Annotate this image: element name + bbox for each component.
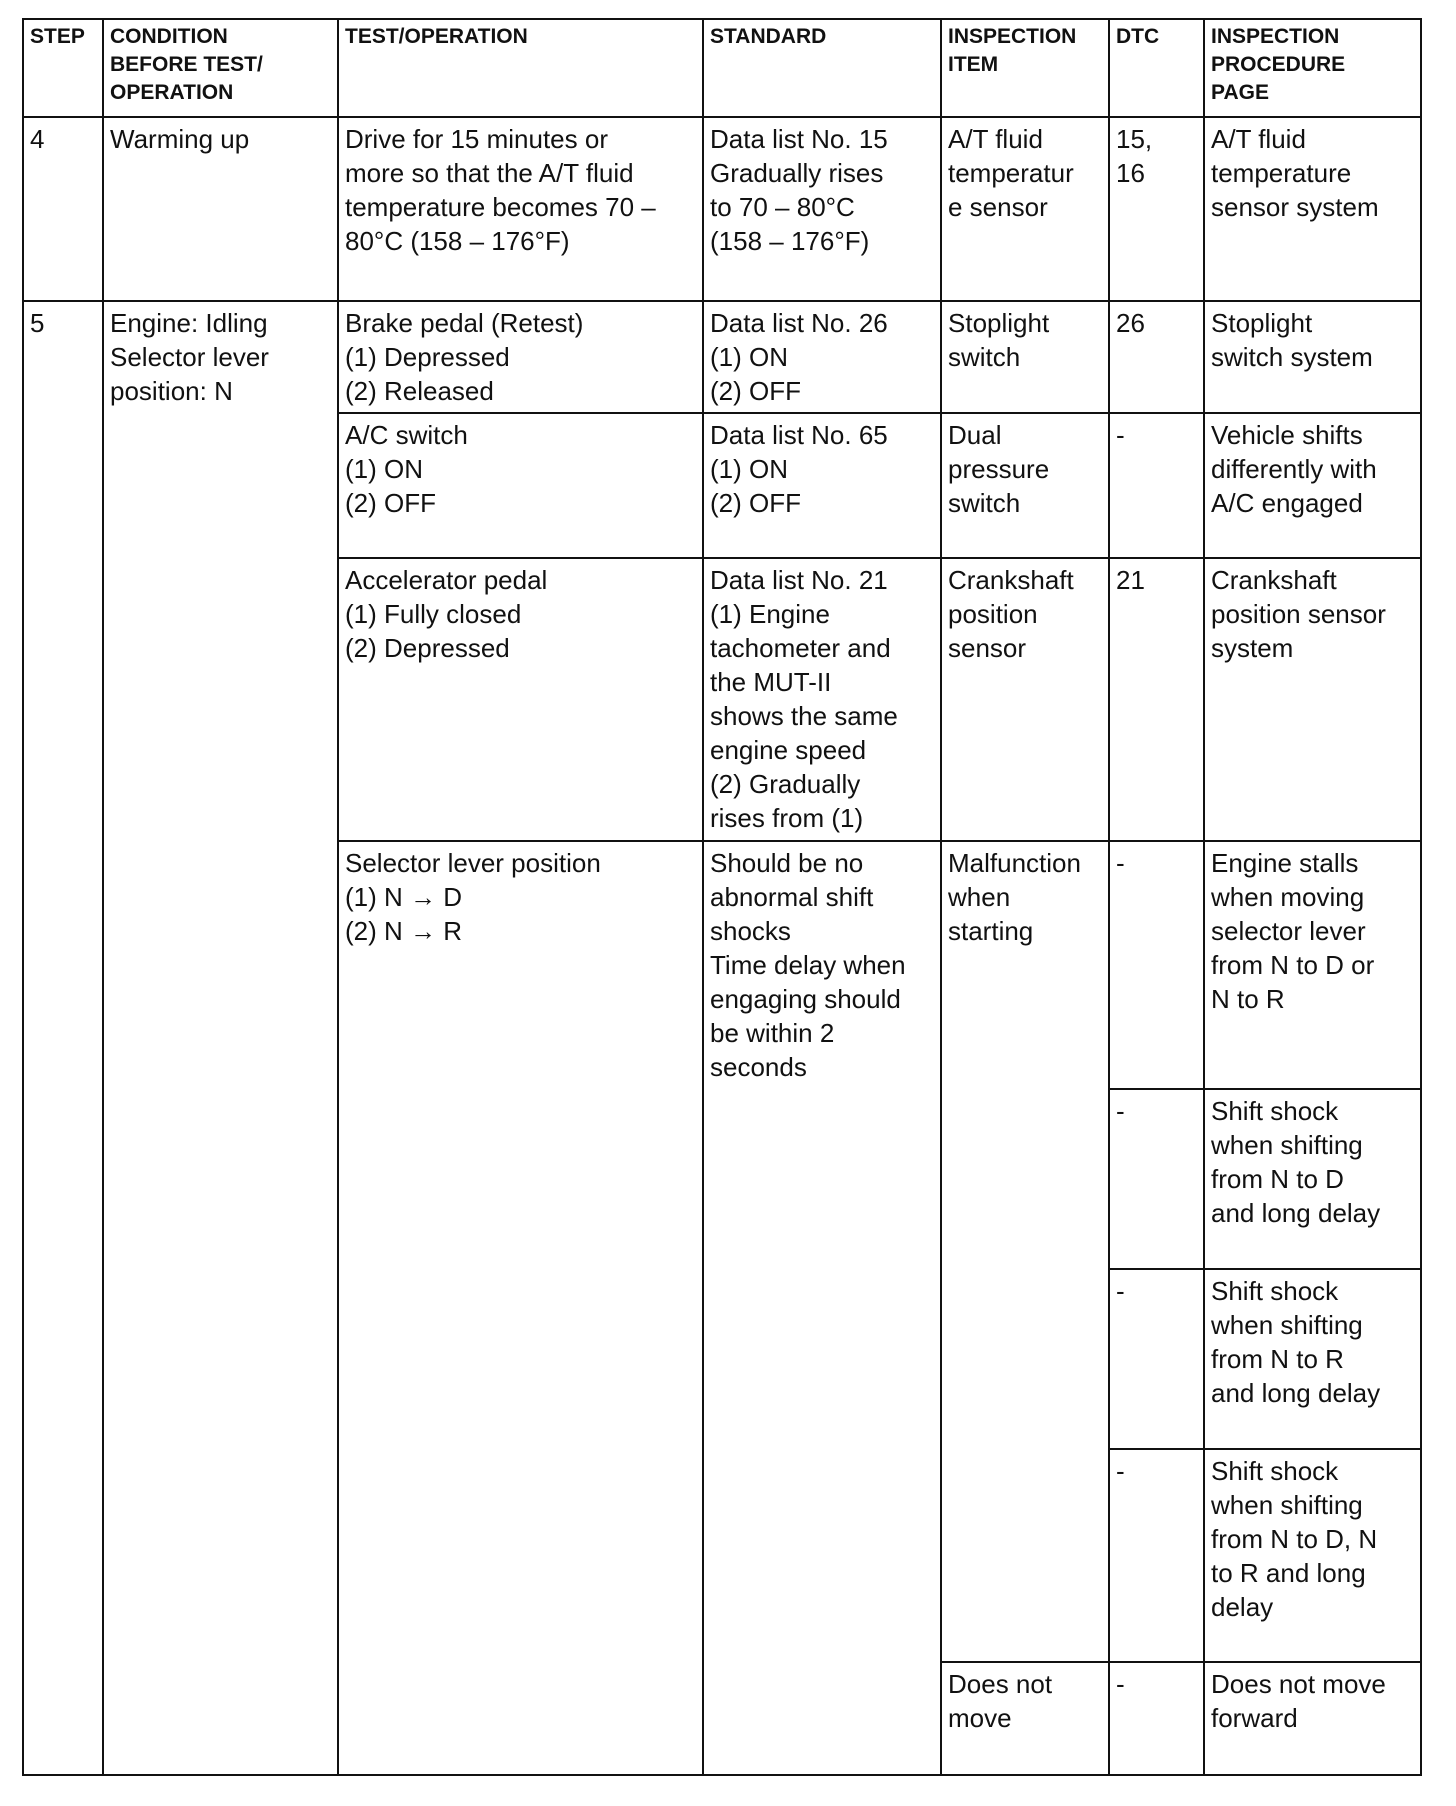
selector-test: Selector lever position (1) N → D (2) N → R	[338, 841, 703, 1775]
header-inspection-item: INSPECTION ITEM	[941, 19, 1109, 117]
accel-standard: Data list No. 21 (1) Engine tachometer and the MUT-II shows the same engine speed (2) Gradually rises from (1)	[703, 558, 941, 841]
header-test-operation: TEST/OPERATION	[338, 19, 703, 117]
selector-page-1: Engine stalls when moving selector lever from N to D or N to R	[1204, 841, 1421, 1089]
step-4-item: A/T fluid temperatur e sensor	[941, 117, 1109, 301]
selector-dtc-1: -	[1109, 841, 1204, 1089]
step-5-condition: Engine: Idling Selector lever position: N	[103, 301, 338, 1775]
header-row	[23, 19, 1421, 117]
table-row-step-4	[23, 117, 1421, 301]
inspection-table	[22, 18, 1422, 1776]
selector-dtc-3: -	[1109, 1269, 1204, 1449]
step-4-condition: Warming up	[103, 117, 338, 301]
selector-page-4: Shift shock when shifting from N to D, N to R and long delay	[1204, 1449, 1421, 1662]
selector-item-start: Malfunction when starting	[941, 841, 1109, 1662]
table-row-brake-pedal	[23, 301, 1421, 413]
header-dtc: DTC	[1109, 19, 1204, 117]
brake-test: Brake pedal (Retest) (1) Depressed (2) Released	[338, 301, 703, 413]
brake-standard: Data list No. 26 (1) ON (2) OFF	[703, 301, 941, 413]
selector-page-3: Shift shock when shifting from N to R and long delay	[1204, 1269, 1421, 1449]
accel-dtc: 21	[1109, 558, 1204, 841]
accel-test: Accelerator pedal (1) Fully closed (2) Depressed	[338, 558, 703, 841]
step-4-page: A/T fluid temperature sensor system	[1204, 117, 1421, 301]
selector-item-move: Does not move	[941, 1662, 1109, 1775]
header-step: STEP	[23, 19, 103, 117]
selector-page-2: Shift shock when shifting from N to D and long delay	[1204, 1089, 1421, 1269]
step-4-dtc: 15, 16	[1109, 117, 1204, 301]
header-procedure-page: INSPECTION PROCEDURE PAGE	[1204, 19, 1421, 117]
header-standard: STANDARD	[703, 19, 941, 117]
step-5-number: 5	[23, 301, 103, 1775]
accel-page: Crankshaft position sensor system	[1204, 558, 1421, 841]
step-4-test: Drive for 15 minutes or more so that the A/T fluid temperature becomes 70 – 80°C (158 – 176°F)	[338, 117, 703, 301]
step-4-standard: Data list No. 15 Gradually rises to 70 – 80°C (158 – 176°F)	[703, 117, 941, 301]
brake-dtc: 26	[1109, 301, 1204, 413]
selector-dtc-2: -	[1109, 1089, 1204, 1269]
brake-page: Stoplight switch system	[1204, 301, 1421, 413]
accel-item: Crankshaft position sensor	[941, 558, 1109, 841]
ac-item: Dual pressure switch	[941, 413, 1109, 558]
brake-item: Stoplight switch	[941, 301, 1109, 413]
step-4-number: 4	[23, 117, 103, 301]
ac-dtc: -	[1109, 413, 1204, 558]
selector-page-5: Does not move forward	[1204, 1662, 1421, 1775]
ac-test: A/C switch (1) ON (2) OFF	[338, 413, 703, 558]
ac-standard: Data list No. 65 (1) ON (2) OFF	[703, 413, 941, 558]
selector-standard: Should be no abnormal shift shocks Time delay when engaging should be within 2 seconds	[703, 841, 941, 1775]
selector-dtc-5: -	[1109, 1662, 1204, 1775]
ac-page: Vehicle shifts differently with A/C engaged	[1204, 413, 1421, 558]
selector-dtc-4: -	[1109, 1449, 1204, 1662]
inspection-table-page	[22, 18, 1420, 1776]
header-condition: CONDITION BEFORE TEST/ OPERATION	[103, 19, 338, 117]
